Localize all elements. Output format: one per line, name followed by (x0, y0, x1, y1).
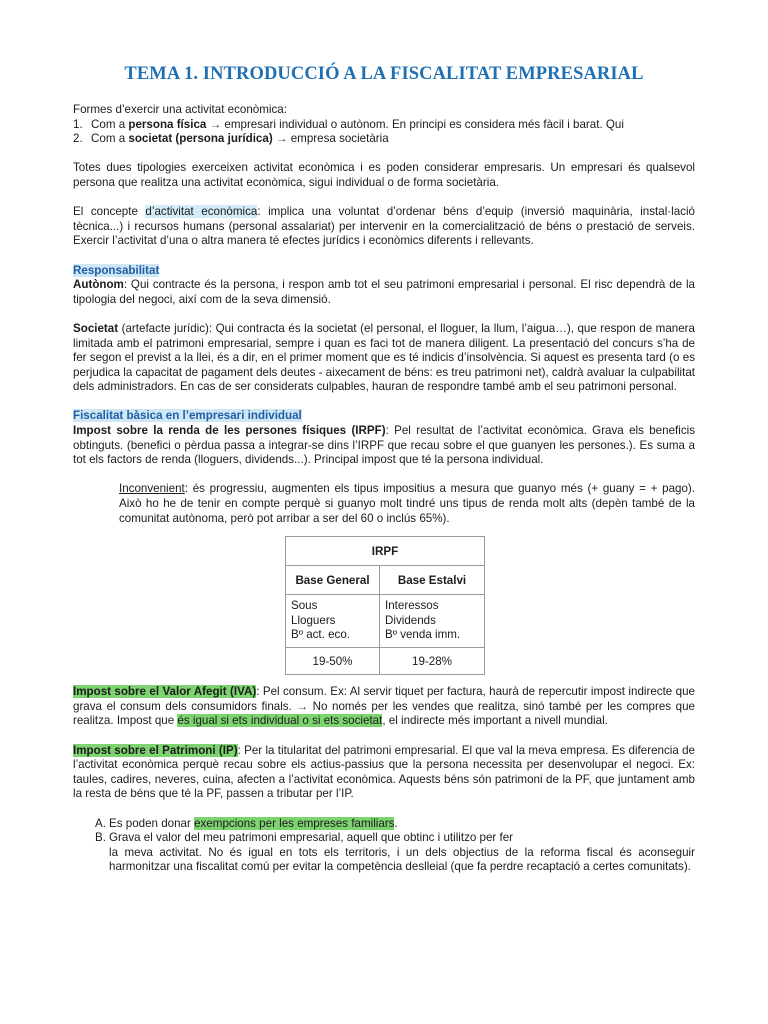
text: : Per la titularitat del patrimoni empresarial. El que val la meva empresa. Es diferencia de l’activitat econòmica perquè recau sobre els actius-passius que la persona necessita per desenvolupar el negoci. Ex: taules, cadires, neveres, cuina, afecten a l’activitat econòmica. Aquests béns són patrimoni de la PF, que juntament amb la resta de béns que té la PF, passen a tributar per l’IP. (73, 743, 695, 801)
irpf-table (285, 536, 485, 675)
table-item: Bº act. eco. (291, 628, 351, 642)
bold-term: Impost sobre la renda de les persones físiques (IRPF) (73, 424, 386, 438)
table-rate-estalvi: 19-28% (380, 648, 485, 675)
list-item (73, 132, 695, 147)
bold-term: Autònom (73, 278, 124, 292)
list-letter: A. (95, 816, 106, 830)
paragraph-patrimoni (73, 744, 695, 802)
text: (artefacte jurídic): Qui contracta és la societat (el personal, el lloguer, la llum, l’aigua…), que respon de manera limitada amb el patrimoni empresarial, sempre i quan es faci tot de manera diligent. La presentació del concurs s’ha de fer segon el previst a la llei, és a dir, en el primer moment que es té indicis d’insolvència. Si aquest es presenta tard (o es perjudica la capacitat de pagament dels deutes - aixecament de béns: es treu patrimoni net), caldrà avaluar la culpabilitat dels administradors. En cas de ser considerats culpables, hauran de respondre també amb el seu patrimoni personal. (73, 321, 695, 394)
text: : implica una voluntat d’ordenar béns d’equip (inversió maquinària, instal·lació tècnica...) i recursos humans (personal assalariat) per intervenir en la comercialització de béns o prestació de serveis. Exercir l’activitat d’una o altra manera té efectes jurídics i econòmics diferents i rellevants. (73, 205, 695, 248)
list-text: → empresa societària (272, 132, 389, 146)
table-item: Bº venda imm. (385, 628, 461, 642)
document-page (73, 64, 695, 875)
table-header-base-estalvi: Base Estalvi (380, 566, 485, 595)
bold-term: persona física (128, 117, 207, 131)
paragraph-concepte (73, 205, 695, 249)
list-number: 2. (73, 132, 83, 146)
paragraph-autonom (73, 278, 695, 307)
text: : Qui contracte és la persona, i respon amb tot el seu patrimoni empresarial i personal. El risc dependrà de la tipologia del negoci, així com de la seva dimensió. (73, 278, 695, 306)
section-heading-fiscalitat: Fiscalitat bàsica en l’empresari individual (73, 409, 302, 423)
text: : és progressiu, augmenten els tipus impositius a mesura que guanyo més (+ guany = + pago). Això ho he de tenir en compte perquè si guanyo molt tindré uns tipus de renda molt alts (depèn també de la comunitat autònoma, però pot arribar a ser del 60 o inclús 65%). (119, 482, 695, 525)
forms-intro: Formes d’exercir una activitat econòmica: (73, 103, 287, 116)
list-letter: B. (95, 831, 106, 845)
highlighted-phrase: és igual si ets individual o si ets societat (177, 714, 383, 728)
table-item: Sous (291, 599, 318, 613)
text: , el indirecte més important a nivell mundial. (382, 714, 608, 728)
text: Grava el valor del meu patrimoni empresarial, aquell que obtinc i utilitzo per fer (109, 831, 514, 845)
list-item (73, 118, 695, 133)
table-rate-general: 19-50% (286, 648, 380, 675)
list-item (73, 817, 695, 832)
highlighted-term: d’activitat econòmica (145, 205, 258, 219)
table-item: Interessos (385, 599, 439, 613)
table-cell-estalvi-items (380, 595, 485, 648)
table-header-base-general: Base General (286, 566, 380, 595)
text: : Pel consum. Ex: Al servir tiquet per factura, haurà de repercutir impost indirecte que grava el consum dels consumidors finals. → No només per les vendes que realitza, sinó també per les compres que realitza. Impost que (73, 685, 695, 728)
text: El concepte (73, 205, 146, 219)
bold-term: societat (persona jurídica) (128, 132, 273, 146)
paragraph-iva (73, 685, 695, 729)
section-heading-responsabilitat: Responsabilitat (73, 263, 160, 277)
list-number: 1. (73, 117, 83, 131)
table-title: IRPF (286, 537, 485, 566)
alpha-list (73, 817, 695, 846)
list-continuation: la meva activitat. No és igual en tots els territoris, i un dels objectius de la reforma fiscal és aconseguir harmonitzar una fiscalitat comú per evitar la competència deslleial (que fa perdre recaptació a certes comunitats). (109, 845, 695, 874)
highlighted-heading-iva: Impost sobre el Valor Afegit (IVA) (73, 685, 257, 699)
table-item: Dividends (385, 613, 436, 627)
list-text: Com a (91, 132, 129, 146)
page-title: TEMA 1. INTRODUCCIÓ A LA FISCALITAT EMPRESARIAL (124, 64, 644, 84)
paragraph-inconvenient (73, 482, 695, 526)
list-item (73, 831, 695, 846)
text: . (394, 816, 398, 830)
paragraph-totes: Totes dues tipologies exerceixen activitat econòmica i es poden considerar empresaris. Un empresari és qualsevol persona que realitza una activitat econòmica, sigui individual o de forma societària. (73, 161, 695, 189)
table-item: Lloguers (291, 613, 336, 627)
paragraph-societat (73, 322, 695, 395)
text: : Pel resultat de l’activitat econòmica. Grava els beneficis obtinguts. (benefici o pèrdua passa a integrar-se dins l’IRPF que recau sobre el que guanyen les persones.). Es suma a tot els factors de renda (lloguers, dividends...). Principal impost que té la persona individual. (73, 424, 695, 467)
forms-list (73, 118, 695, 147)
table-cell-general-items (286, 595, 380, 648)
bold-term: Societat (73, 321, 119, 335)
list-text: Com a (91, 117, 129, 131)
highlighted-heading-patrimoni: Impost sobre el Patrimoni (IP) (73, 743, 238, 757)
underlined-term: Inconvenient (119, 482, 185, 496)
highlighted-phrase: exempcions per les empreses familiars (194, 816, 395, 830)
list-text: → empresari individual o autònom. En principi es considera més fàcil i barat. Qui (206, 117, 624, 131)
text: Es poden donar (109, 816, 195, 830)
paragraph-irpf (73, 424, 695, 468)
